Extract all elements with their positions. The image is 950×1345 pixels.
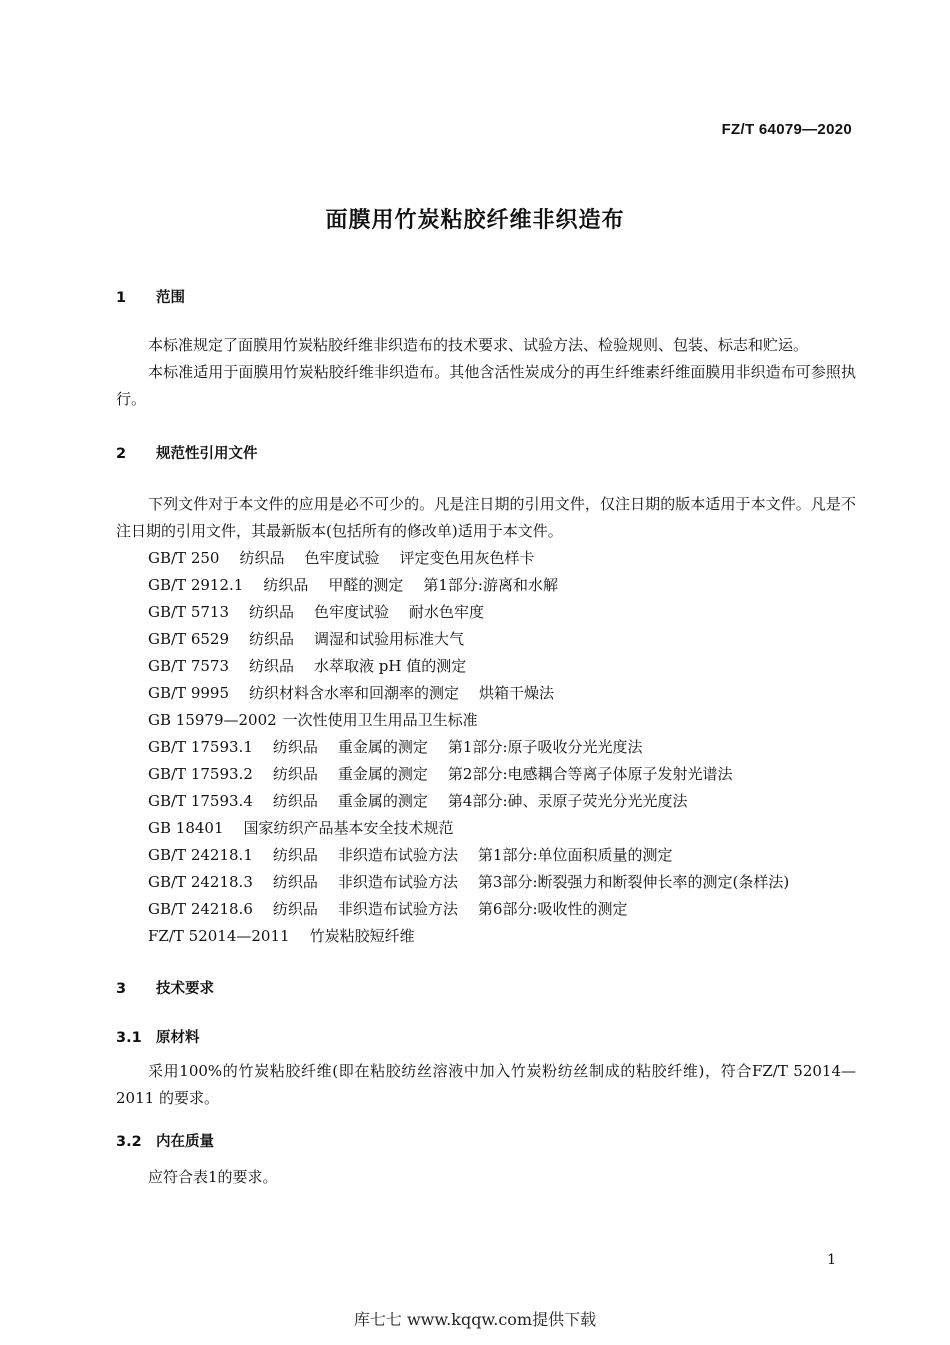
section-3-heading: [116, 977, 214, 998]
section-3-1-paragraph: 采用100%的竹炭粘胶纤维(即在粘胶纺丝溶液中加入竹炭粉纺丝制成的粘胶纤维)，符合FZ/T 52014—2011 的要求。: [116, 1062, 856, 1107]
reference-code: GB/T 24218.3: [148, 873, 253, 891]
reference-part-3: 耐水色牢度: [409, 603, 485, 621]
reference-code: GB/T 24218.6: [148, 900, 253, 918]
reference-part-3: 第3部分:断裂强力和断裂伸长率的测定(条样法): [477, 873, 790, 891]
reference-part-3: 第4部分:砷、汞原子荧光分光光度法: [447, 792, 688, 810]
reference-code: GB/T 17593.2: [148, 765, 253, 783]
reference-code: GB/T 7573: [148, 657, 230, 675]
reference-item: [148, 545, 789, 572]
section-number: 3.2: [116, 1134, 142, 1150]
reference-part-1: 纺织品: [272, 873, 318, 891]
reference-item: [148, 842, 789, 869]
section-number: 2: [116, 446, 127, 462]
section-2-paragraph-1: 下列文件对于本文件的应用是必不可少的。凡是注日期的引用文件，仅注日期的版本适用于本文件。凡是不注日期的引用文件，其最新版本(包括所有的修改单)适用于本文件。: [116, 495, 856, 540]
reference-part-1: 纺织品: [239, 549, 285, 567]
reference-part-2: 重金属的测定: [337, 765, 428, 783]
reference-part-2: 色牢度试验: [304, 549, 380, 567]
reference-code: GB 18401: [148, 819, 224, 837]
reference-part-1: 纺织品: [272, 846, 318, 864]
reference-part-1: 纺织品: [249, 657, 295, 675]
reference-item: [148, 761, 789, 788]
reference-part-1: 竹炭粘胶短纤维: [309, 927, 415, 945]
reference-part-3: 第2部分:电感耦合等离子体原子发射光谱法: [447, 765, 733, 783]
reference-code: GB/T 5713: [148, 603, 230, 621]
reference-code: FZ/T 52014—2011: [148, 927, 290, 945]
reference-code: GB/T 17593.1: [148, 738, 253, 756]
reference-part-1: 纺织品: [272, 792, 318, 810]
reference-item: [148, 680, 789, 707]
reference-code: GB 15979—2002: [148, 711, 277, 729]
standard-code: FZ/T 64079—2020: [721, 121, 852, 138]
reference-part-1: 纺织品: [249, 603, 295, 621]
section-title: 技术要求: [156, 981, 214, 997]
reference-part-1: 纺织品: [263, 576, 309, 594]
reference-item: [148, 923, 789, 950]
reference-part-2: 水萃取液 pH 值的测定: [314, 657, 467, 675]
reference-item: [148, 707, 789, 734]
section-number: 3: [116, 981, 127, 997]
reference-part-2: 甲醛的测定: [328, 576, 404, 594]
section-2-heading: [116, 442, 258, 463]
reference-code: GB/T 17593.4: [148, 792, 253, 810]
section-title: 规范性引用文件: [156, 446, 258, 462]
section-3-1-heading: [116, 1026, 200, 1047]
reference-code: GB/T 6529: [148, 630, 230, 648]
reference-code: GB/T 9995: [148, 684, 230, 702]
reference-part-1: 纺织品: [272, 738, 318, 756]
reference-part-3: 第1部分:游离和水解: [423, 576, 558, 594]
reference-code: GB/T 2912.1: [148, 576, 244, 594]
reference-part-2: 非织造布试验方法: [337, 873, 458, 891]
reference-part-2: 非织造布试验方法: [337, 846, 458, 864]
reference-item: [148, 653, 789, 680]
reference-code: GB/T 24218.1: [148, 846, 253, 864]
section-number: 3.1: [116, 1030, 142, 1046]
page-number: 1: [827, 1252, 836, 1268]
section-3-2-paragraph: 应符合表1的要求。: [148, 1168, 278, 1186]
reference-part-1: 纺织材料含水率和回潮率的测定: [249, 684, 460, 702]
section-1-paragraph-1: 本标准规定了面膜用竹炭粘胶纤维非织造布的技术要求、试验方法、检验规则、包装、标志和贮运。: [148, 336, 809, 354]
section-1-paragraph-2: 本标准适用于面膜用竹炭粘胶纤维非织造布。其他含活性炭成分的再生纤维素纤维面膜用非织造布可参照执行。: [116, 363, 856, 408]
section-3-2-heading: [116, 1130, 214, 1151]
reference-item: [148, 788, 789, 815]
section-number: 1: [116, 290, 127, 306]
normative-references-list: [148, 545, 789, 950]
section-1-heading: [116, 286, 185, 307]
reference-part-2: 重金属的测定: [337, 792, 428, 810]
reference-part-1: 纺织品: [272, 900, 318, 918]
reference-part-3: 第1部分:原子吸收分光光度法: [447, 738, 643, 756]
section-title: 范围: [156, 290, 185, 306]
reference-part-2: 非织造布试验方法: [337, 900, 458, 918]
reference-part-1: 国家纺织产品基本安全技术规范: [243, 819, 454, 837]
reference-item: [148, 626, 789, 653]
reference-part-3: 评定变色用灰色样卡: [399, 549, 535, 567]
download-footer: 库七七 www.kqqw.com提供下载: [353, 1310, 597, 1329]
reference-part-1: 纺织品: [272, 765, 318, 783]
reference-part-1: 一次性使用卫生用品卫生标准: [282, 711, 478, 729]
section-title: 内在质量: [156, 1134, 214, 1150]
reference-part-2: 重金属的测定: [337, 738, 428, 756]
reference-part-2: 色牢度试验: [314, 603, 390, 621]
reference-item: [148, 734, 789, 761]
reference-item: [148, 869, 789, 896]
reference-part-3: 第6部分:吸收性的测定: [477, 900, 628, 918]
reference-item: [148, 815, 789, 842]
reference-item: [148, 599, 789, 626]
reference-part-3: 第1部分:单位面积质量的测定: [477, 846, 673, 864]
section-title: 原材料: [156, 1030, 200, 1046]
document-title: 面膜用竹炭粘胶纤维非织造布: [325, 208, 625, 233]
reference-part-1: 纺织品: [249, 630, 295, 648]
reference-code: GB/T 250: [148, 549, 220, 567]
reference-item: [148, 896, 789, 923]
reference-part-2: 调湿和试验用标准大气: [314, 630, 465, 648]
reference-item: [148, 572, 789, 599]
reference-part-2: 烘箱干燥法: [479, 684, 555, 702]
